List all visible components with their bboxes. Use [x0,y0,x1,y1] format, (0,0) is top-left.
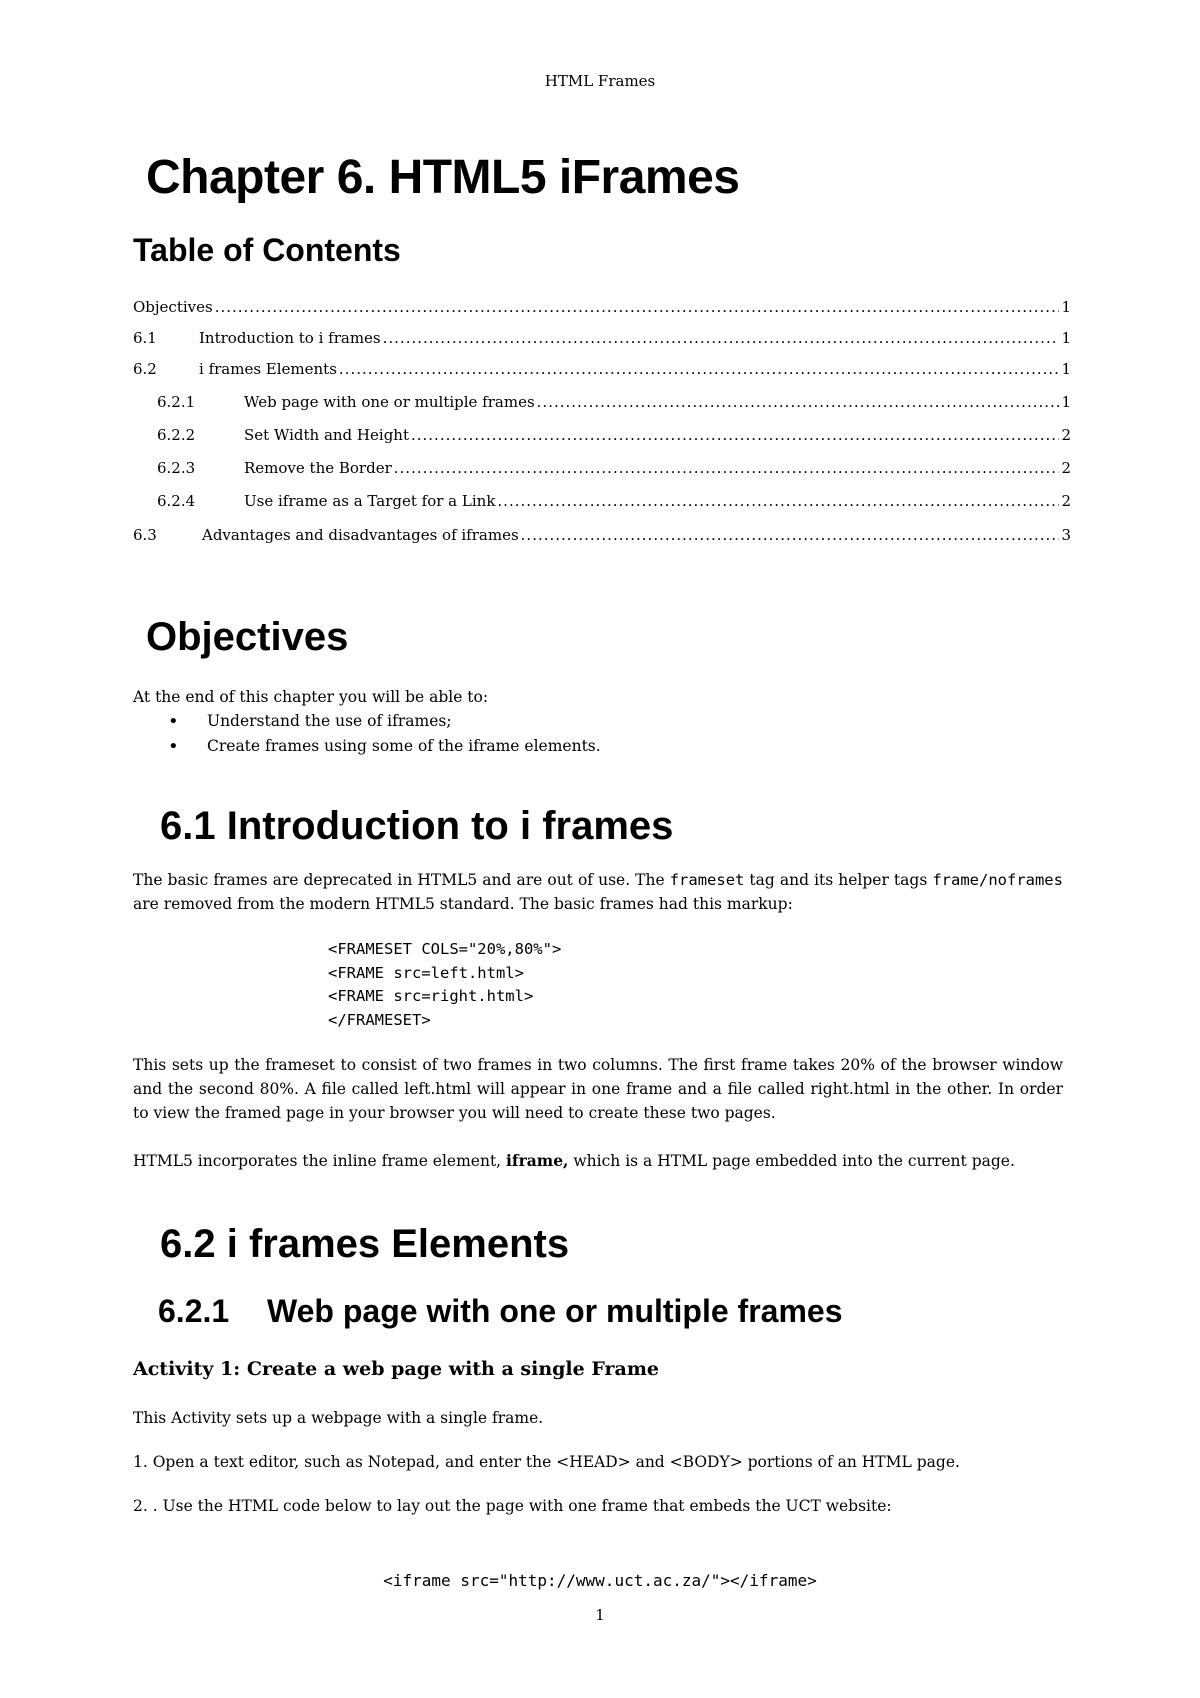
toc-leader-dots [537,393,1060,411]
toc-entry-title: Web page with one or multiple frames [244,393,535,411]
toc-entry[interactable] [157,426,1071,446]
toc-entry-title: Objectives [133,298,213,316]
section-heading-6-2: 6.2 i frames Elements [160,1222,570,1266]
toc-entry-number: 6.2.3 [157,459,196,477]
subsection-title: Web page with one or multiple frames [267,1293,843,1329]
objectives-intro: At the end of this chapter you will be able to: [133,688,489,706]
text-run: The basic frames are deprecated in HTML5 and are out of use. The [133,871,670,889]
toc-entry-number: 6.1 [133,329,157,347]
list-item: • Create frames using some of the iframe elements. [168,734,601,759]
toc-entry-page: 2 [1061,459,1071,477]
toc-entry-title: i frames Elements [199,360,337,378]
text-run: tag and its helper tags [744,871,933,889]
running-header: HTML Frames [544,72,656,90]
toc-entry[interactable] [157,492,1071,512]
toc-entry-title: Use iframe as a Target for a Link [244,492,496,510]
toc-entry-number: 6.2.2 [157,426,196,444]
chapter-title: Chapter 6. HTML5 iFrames [146,151,740,204]
activity-step-2: 2. . Use the HTML code below to lay out the page with one frame that embeds the UCT website: [133,1497,892,1515]
toc-leader-dots [383,329,1060,347]
toc-entry-title: Introduction to i frames [199,329,381,347]
toc-entry-number: 6.2.1 [157,393,196,411]
toc-entry-title: Remove the Border [244,459,392,477]
activity-intro: This Activity sets up a webpage with a single frame. [133,1409,544,1427]
frameset-explanation-paragraph: This sets up the frameset to consist of two frames in two columns. The first frame takes 20% of the browser window and the second 80%. A file called left.html will appear in one frame and a file called right.html in the other. In order to view the framed page in your browser you will need to create these two pages. [133,1056,1063,1122]
text-run: are removed from the modern HTML5 standard. The basic frames had this markup: [133,895,793,913]
toc-leader-dots [215,298,1060,316]
objectives-heading: Objectives [146,615,349,659]
toc-entry-number: 6.3 [133,526,157,544]
code-line: <FRAMESET COLS="20%,80%"> [328,940,562,958]
text-run: which is a HTML page embedded into the current page. [568,1152,1015,1170]
toc-entry[interactable] [157,459,1071,479]
page-number: 1 [595,1606,605,1624]
activity-step-1: 1. Open a text editor, such as Notepad, and enter the <HEAD> and <BODY> portions of an HTML page. [133,1453,960,1471]
toc-entry[interactable] [133,360,1071,380]
intro-paragraph [133,868,1063,916]
inline-code: frame/noframes [932,871,1063,889]
toc-leader-dots [339,360,1060,378]
toc-entry-page: 1 [1061,360,1071,378]
toc-leader-dots [411,426,1059,444]
toc-leader-dots [394,459,1060,477]
toc-entry[interactable] [133,298,1071,318]
code-block-iframe: <iframe src="http://www.uct.ac.za/"></iframe> [383,1571,817,1590]
code-line: <FRAME src=left.html> [328,963,524,982]
activity-heading: Activity 1: Create a web page with a single Frame [133,1358,660,1380]
toc-entry-page: 1 [1061,329,1071,347]
toc-entry[interactable] [133,329,1071,349]
code-line: <FRAME src=right.html> [328,987,534,1005]
toc-entry-page: 1 [1061,393,1071,411]
toc-entry-number: 6.2 [133,360,157,378]
section-heading-6-1: 6.1 Introduction to i frames [160,804,674,848]
toc-leader-dots [521,526,1060,544]
subsection-number: 6.2.1 [158,1293,230,1329]
toc-entry[interactable] [157,393,1071,413]
toc-entry-page: 2 [1061,492,1071,510]
code-block-frameset [328,938,561,1032]
code-line: </FRAMESET> [328,1010,431,1029]
toc-entry-page: 1 [1061,298,1071,316]
toc-heading: Table of Contents [133,232,401,268]
iframe-paragraph [133,1149,1063,1173]
toc-entry-page: 3 [1061,526,1071,544]
list-item: • Understand the use of iframes; [168,709,601,734]
toc-entry[interactable] [133,526,1071,546]
toc-entry-number: 6.2.4 [157,492,196,510]
toc-entry-title: Advantages and disadvantages of iframes [202,526,519,544]
toc-leader-dots [497,492,1059,510]
toc-entry-page: 2 [1061,426,1071,444]
toc-entry-title: Set Width and Height [244,426,409,444]
subsection-heading-6-2-1 [158,1293,843,1330]
bold-text: iframe, [506,1151,569,1170]
objectives-list [168,709,601,759]
inline-code: frameset [669,871,745,889]
text-run: HTML5 incorporates the inline frame element, [133,1152,507,1170]
